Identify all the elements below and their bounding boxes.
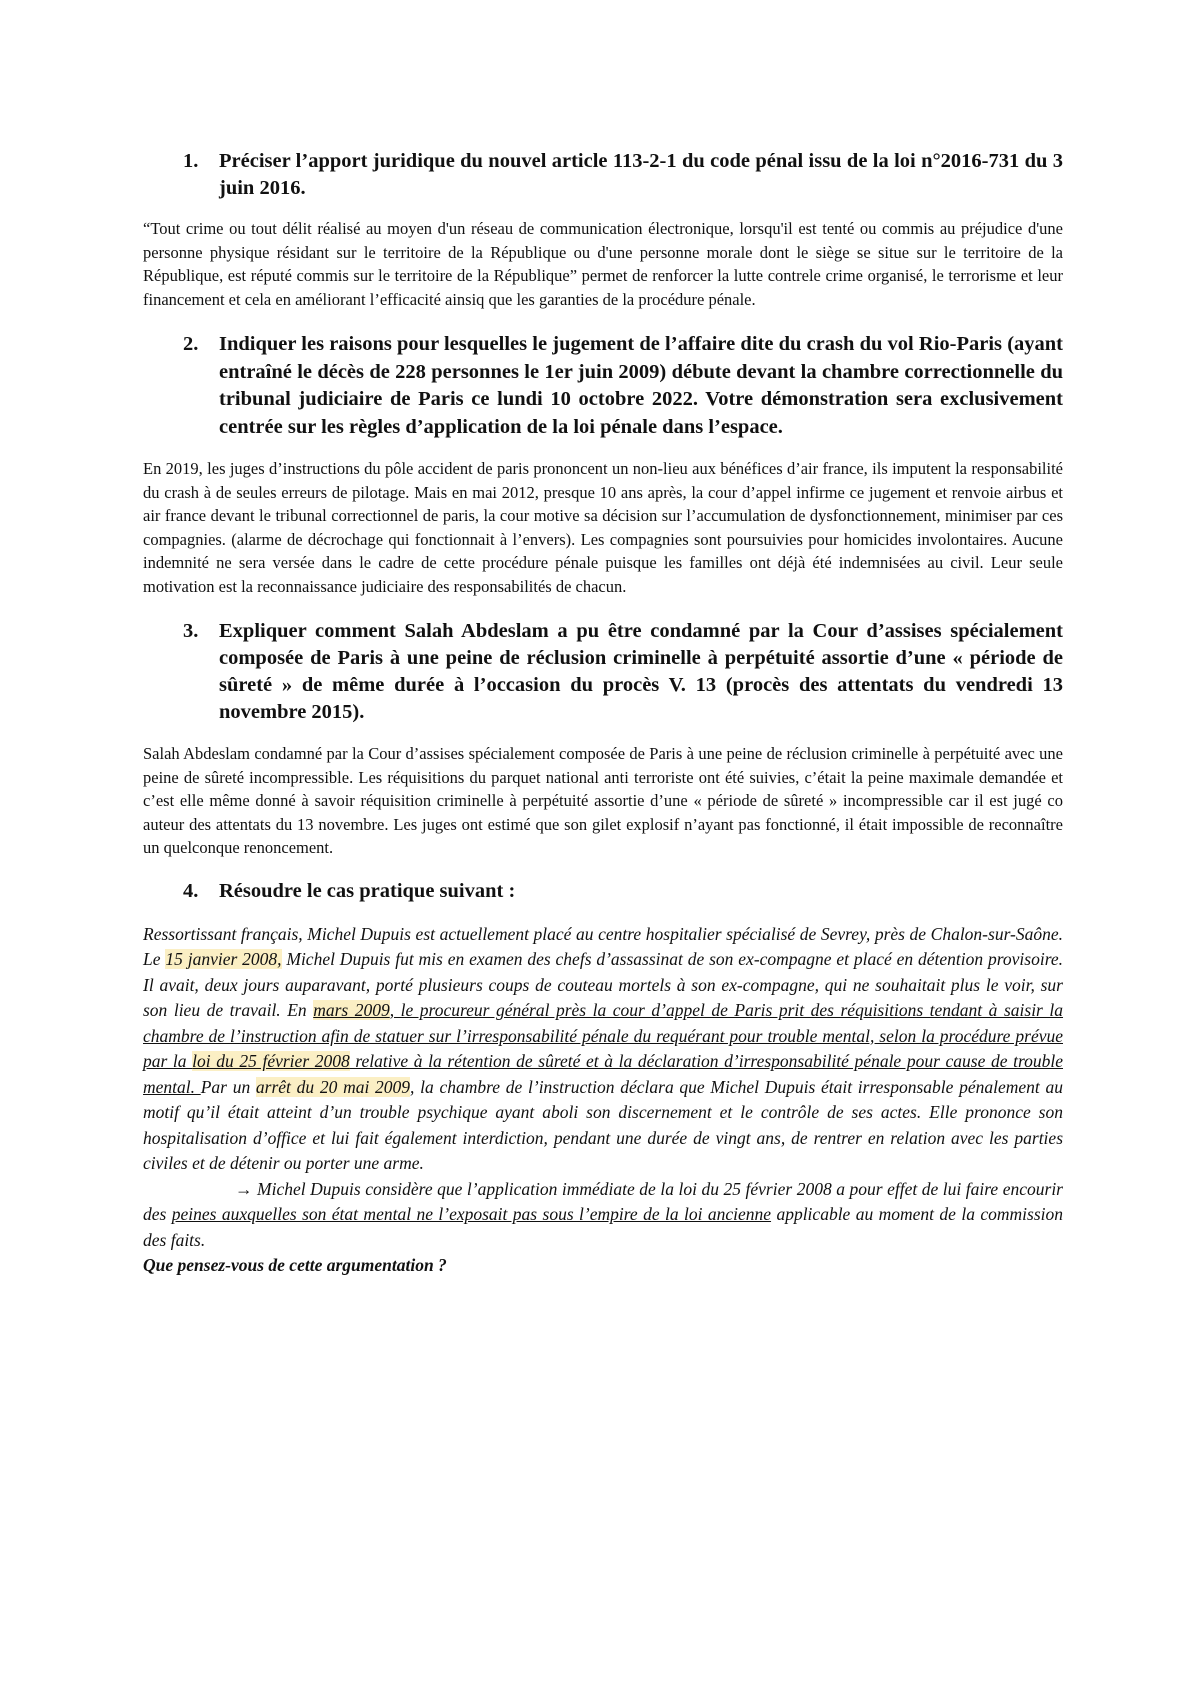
question-number: 4. [183, 879, 199, 902]
highlighted-date: arrêt du 20 mai 2009 [255, 1076, 411, 1097]
question-4 [183, 878, 1063, 905]
case-study [143, 922, 1063, 1279]
answer-1: “Tout crime ou tout délit réalisé au moyen d'un réseau de communication électronique, lorsqu'il est tenté ou commis au préjudice d'une personne physique résidant sur le territoire de la République ou d'une personne morale dont le siège se situe sur le territoire de la République, est réputé commis sur le territoire de la République” permet de renforcer la lutte contrele crime organisé, le terrorisme et leur financement et cela en améliorant l’efficacité ainsiq que les garanties de la procédure pénale. [143, 219, 1063, 309]
answer-3: Salah Abdeslam condamné par la Cour d’assises spécialement composée de Paris à une peine de réclusion criminelle à perpétuité avec une peine de sûreté incompressible. Les réquisitions du parquet national anti terroriste ont été suivies, c’était la peine maximale demandée et c’est elle même donné à savoir réquisition criminelle à perpétuité assortie d’une « période de sûreté » incompressible car il est jugé co auteur des attentats du 13 novembre. Les juges ont estimé que son gilet explosif n’ayant pas fonctionné, il était impossible de reconnaître un quelconque renoncement. [143, 744, 1063, 857]
highlighted-date: mars 2009 [313, 1000, 390, 1020]
answer-2: En 2019, les juges d’instructions du pôle accident de paris prononcent un non-lieu aux bénéfices d’air france, ils imputent la responsabilité du crash à de seules erreurs de pilotage. Mais en mai 2012, presque 10 ans après, la cour d’appel infirme ce jugement et renvoie airbus et air france devant le tribunal correctionnel de paris, la cour motive sa décision sur l’accumulation de dysfonctionnement, minimiser par ces compagnies. (alarme de décrochage qui fonctionnait à l’envers). Les compagnies sont poursuivies pour homicides involontaires. Aucune indemnité ne sera versée dans le cadre de cette procédure pénale puisque les familles ont déjà été indemnisées au civil. Leur seule motivation est la reconnaissance judiciaire des responsabilités de chacun. [143, 459, 1063, 596]
case-text: Ressortissant français, Michel Dupuis est actuellement placé au centre hospitalier spécialisé de Sevrey, près de Chalon-sur-Saône. Le [143, 923, 1063, 969]
highlighted-date: 15 janvier 2008, [165, 949, 282, 969]
case-text: , la chambre de l’instruction déclara que Michel Dupuis était irresponsable pénalement au motif qu’il était atteint d’un trouble psychique ayant aboli son discernement et le contrôle de ses actes. Elle prononce son hospitalisation d’office et lui fait également interdiction, pendant une durée de vingt ans, de rentrer en relation avec les parties civiles et de détenir ou porter une arme. [143, 1076, 1064, 1173]
question-title: Préciser l’apport juridique du nouvel article 113-2-1 du code pénal issu de la loi n°2016-731 du 3 juin 2016. [219, 150, 1063, 199]
case-question: Que pensez-vous de cette argumentation ? [143, 1255, 447, 1275]
question-title: Indiquer les raisons pour lesquelles le jugement de l’affaire dite du crash du vol Rio-Paris (ayant entraîné le décès de 228 personnes le 1er juin 2009) débute devant la chambre correctionnelle du tribunal judiciaire de Paris ce lundi 10 octobre 2022. Votre démonstration sera exclusivement centrée sur les règles d’application de la loi pénale dans l’espace. [219, 333, 1063, 438]
question-title: Résoudre le cas pratique suivant : [219, 879, 516, 902]
question-1 [183, 148, 1063, 202]
question-number: 1. [183, 150, 199, 172]
highlighted-law: loi du 25 février 2008 [192, 1051, 350, 1071]
underlined-text: , le procureur général près la cour d’appel de Paris prit des réquisitions tendant à saisir la chambre de l’instruction afin de statuer sur l’irresponsabilité pénale du requérant pour trouble mental, selon la procédure prévue par la [143, 1000, 1064, 1071]
question-2 [183, 331, 1063, 441]
document-content [143, 148, 1063, 1279]
question-3 [183, 618, 1063, 726]
underlined-text: relative à la rétention de sûreté et à la déclaration d’irresponsabilité pénale pour cause de trouble mental. [143, 1051, 1063, 1097]
case-text: Par un [200, 1076, 256, 1097]
case-text: applicable au moment de la commission des faits. [143, 1204, 1063, 1250]
question-number: 3. [183, 620, 199, 642]
question-title: Expliquer comment Salah Abdeslam a pu être condamné par la Cour d’assises spécialement composée de Paris à une peine de réclusion criminelle à perpétuité assortie d’une « période de sûreté » de même durée à l’occasion du procès V. 13 (procès des attentats du vendredi 13 novembre 2015). [219, 620, 1063, 723]
question-number: 2. [183, 333, 199, 355]
case-text: Michel Dupuis fut mis en examen des chefs d’assassinat de son ex-compagne et placé en détention provisoire. Il avait, deux jours auparavant, porté plusieurs coups de couteau mortels à son ex-compagne, qui ne souhaitait plus le voir, sur son lieu de travail. En [143, 949, 1064, 1020]
underlined-text: peines auxquelles son état mental ne l’exposait pas sous l’empire de la loi ancienne [171, 1204, 772, 1224]
case-text: → Michel Dupuis considère que l’application immédiate de la loi du 25 février 2008 a pour effet de lui faire encourir des [143, 1178, 1063, 1224]
